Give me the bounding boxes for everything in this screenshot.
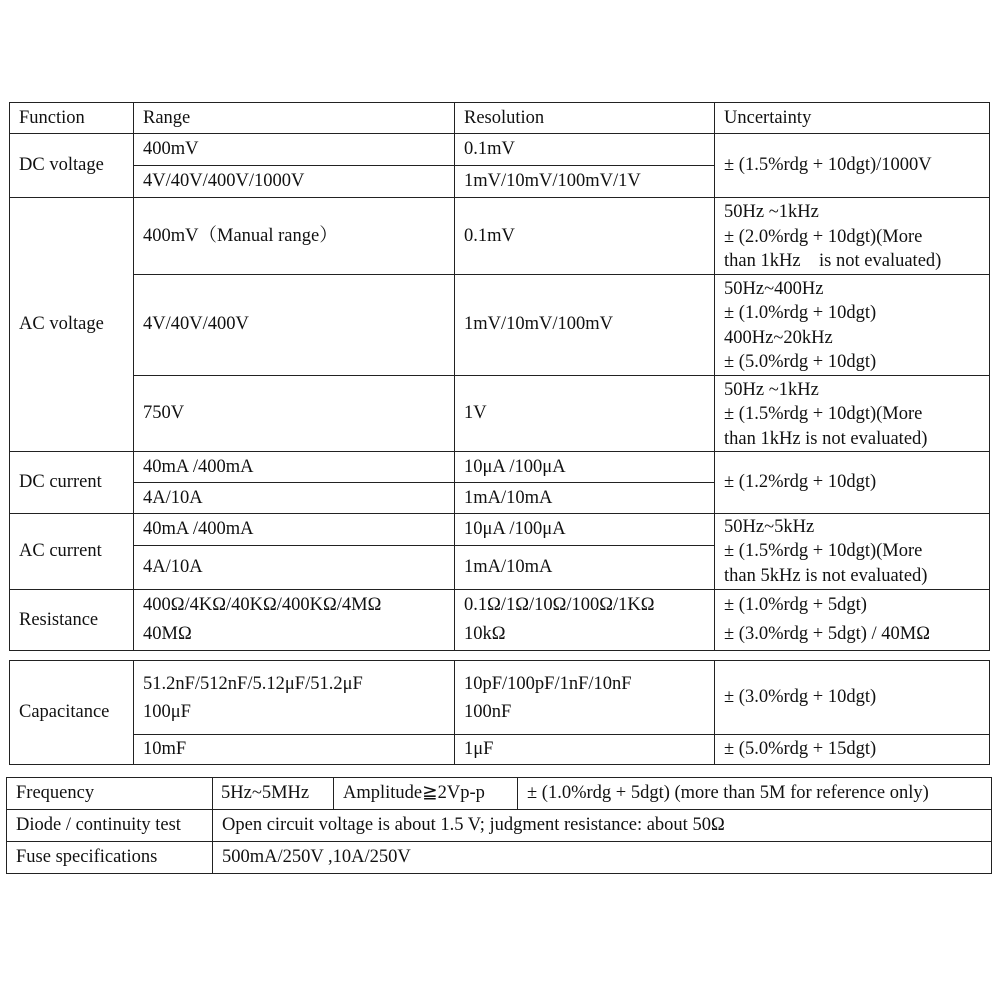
header-row [10, 103, 990, 134]
table-row [10, 661, 990, 735]
table-row [10, 375, 990, 452]
resolution-line: 10kΩ [464, 624, 506, 644]
table-row [10, 514, 990, 546]
range-cell: 400mV [134, 134, 455, 166]
fuse-value-cell: 500mA/250V ,10A/250V [213, 842, 992, 874]
uncertainty-cell: ± (5.0%rdg + 15dgt) [715, 735, 990, 765]
resolution-cell: 0.1mV [455, 134, 715, 166]
resolution-cell: 10μA /100μA [455, 514, 715, 546]
uncertainty-line: 400Hz~20kHz [724, 327, 833, 348]
uncertainty-cell [715, 375, 990, 452]
range-line: 40MΩ [143, 624, 192, 644]
function-dc-voltage: DC voltage [10, 134, 134, 198]
amplitude-cell: Amplitude≧2Vp-p [334, 778, 518, 810]
range-cell: 4V/40V/400V [134, 274, 455, 375]
resolution-line: 10pF/100pF/1nF/10nF [464, 673, 632, 694]
resolution-cell [455, 661, 715, 735]
function-fuse: Fuse specifications [7, 842, 213, 874]
range-line: 51.2nF/512nF/5.12μF/51.2μF [143, 673, 363, 694]
uncertainty-line: ± (1.5%rdg + 10dgt)(More [724, 541, 923, 562]
range-line: 100μF [143, 701, 191, 722]
range-cell: 400mV（Manual range） [134, 198, 455, 275]
table-row [10, 134, 990, 166]
uncertainty-cell [715, 198, 990, 275]
table-row [10, 274, 990, 375]
table-row [7, 778, 992, 810]
resolution-cell: 10μA /100μA [455, 452, 715, 483]
resolution-cell: 0.1mV [455, 198, 715, 275]
function-capacitance: Capacitance [10, 661, 134, 765]
uncertainty-line: 50Hz ~1kHz [724, 379, 819, 400]
uncertainty-line: than 1kHz is not evaluated) [724, 251, 942, 271]
range-cell: 10mF [134, 735, 455, 765]
spec-table-main [9, 102, 990, 651]
uncertainty-line: 50Hz ~1kHz [724, 202, 819, 222]
uncertainty-cell: ± (1.5%rdg + 10dgt)/1000V [715, 134, 990, 198]
diode-value-cell: Open circuit voltage is about 1.5 V; judgment resistance: about 50Ω [213, 810, 992, 842]
function-resistance: Resistance [10, 590, 134, 651]
function-ac-voltage: AC voltage [10, 198, 134, 452]
range-cell: 40mA /400mA [134, 452, 455, 483]
uncertainty-line: than 1kHz is not evaluated) [724, 428, 928, 449]
resolution-line: 0.1Ω/1Ω/10Ω/100Ω/1KΩ [464, 595, 655, 615]
uncertainty-line: 50Hz~5kHz [724, 516, 815, 537]
uncertainty-line: ± (1.0%rdg + 10dgt) [724, 303, 877, 323]
uncertainty-line: 50Hz~400Hz [724, 278, 824, 299]
uncertainty-line: ± (3.0%rdg + 5dgt) / 40MΩ [724, 624, 930, 644]
table-row [10, 452, 990, 483]
table-row [10, 590, 990, 651]
spec-table-capacitance [9, 660, 990, 765]
uncertainty-line: ± (1.0%rdg + 5dgt) [724, 595, 867, 615]
header-uncertainty: Uncertainty [715, 103, 990, 134]
resolution-cell: 1mA/10mA [455, 483, 715, 514]
table-row [10, 735, 990, 765]
range-cell: 40mA /400mA [134, 514, 455, 546]
range-cell [134, 590, 455, 651]
range-cell [134, 661, 455, 735]
uncertainty-line: ± (1.5%rdg + 10dgt)(More [724, 404, 923, 424]
resolution-cell: 1μF [455, 735, 715, 765]
uncertainty-cell: ± (3.0%rdg + 10dgt) [715, 661, 990, 735]
range-cell: 4A/10A [134, 546, 455, 590]
table-row [10, 198, 990, 275]
spec-table-misc [6, 777, 992, 874]
range-cell: 4V/40V/400V/1000V [134, 166, 455, 198]
range-line: 400Ω/4KΩ/40KΩ/400KΩ/4MΩ [143, 595, 382, 615]
uncertainty-cell: ± (1.0%rdg + 5dgt) (more than 5M for reference only) [518, 778, 992, 810]
resolution-cell: 1mV/10mV/100mV [455, 274, 715, 375]
range-cell: 4A/10A [134, 483, 455, 514]
range-cell: 5Hz~5MHz [213, 778, 334, 810]
range-cell: 750V [134, 375, 455, 452]
table-row [7, 842, 992, 874]
resolution-cell: 1mA/10mA [455, 546, 715, 590]
function-dc-current: DC current [10, 452, 134, 514]
resolution-cell: 1mV/10mV/100mV/1V [455, 166, 715, 198]
uncertainty-cell: ± (1.2%rdg + 10dgt) [715, 452, 990, 514]
uncertainty-cell [715, 590, 990, 651]
resolution-cell [455, 590, 715, 651]
uncertainty-line: than 5kHz is not evaluated) [724, 565, 928, 586]
header-resolution: Resolution [455, 103, 715, 134]
uncertainty-line: ± (5.0%rdg + 10dgt) [724, 352, 877, 372]
table-row [7, 810, 992, 842]
function-diode: Diode / continuity test [7, 810, 213, 842]
function-frequency: Frequency [7, 778, 213, 810]
header-function: Function [10, 103, 134, 134]
uncertainty-cell [715, 274, 990, 375]
header-range: Range [134, 103, 455, 134]
function-ac-current: AC current [10, 514, 134, 590]
uncertainty-cell [715, 514, 990, 590]
resolution-line: 100nF [464, 701, 512, 722]
uncertainty-line: ± (2.0%rdg + 10dgt)(More [724, 226, 923, 247]
resolution-cell: 1V [455, 375, 715, 452]
